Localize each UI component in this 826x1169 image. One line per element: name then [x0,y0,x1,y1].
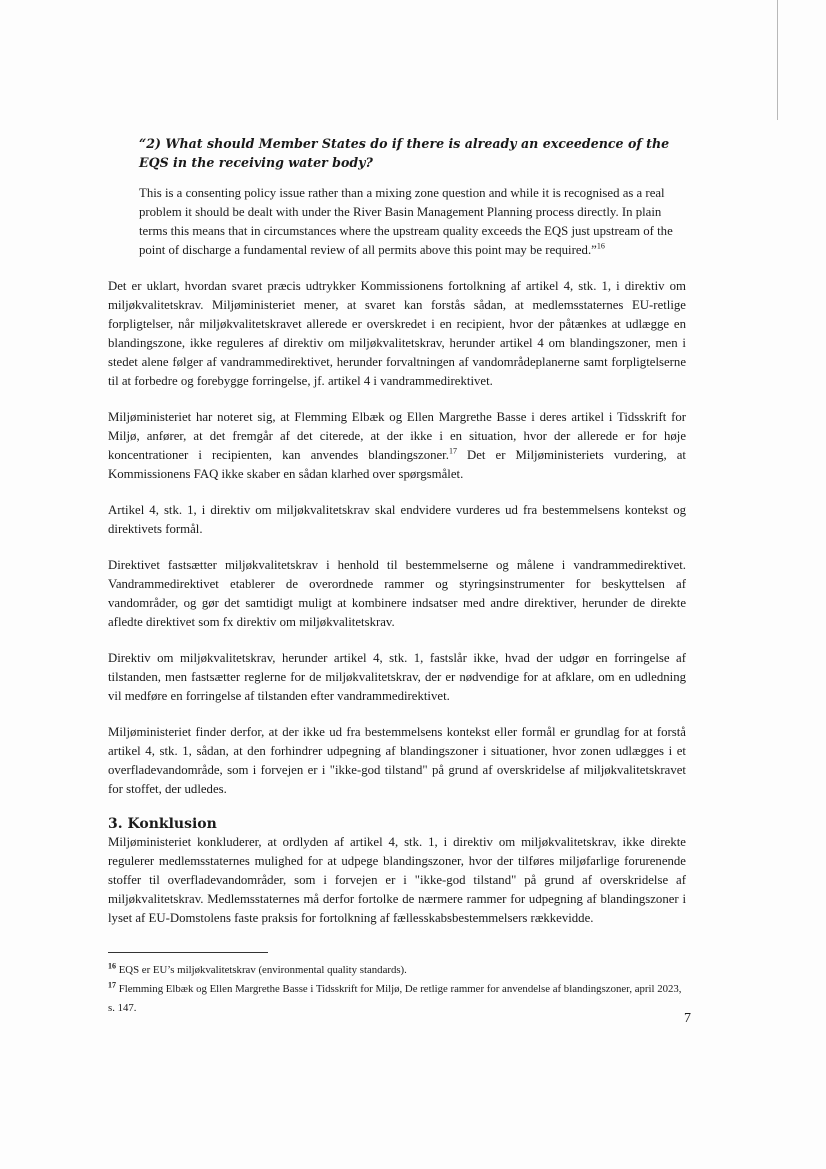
footnote-17 [108,980,686,1018]
page-number: 7 [684,1011,691,1026]
footnote-ref-16[interactable]: 16 [596,241,605,251]
footnote-ref-17[interactable]: 17 [448,446,457,456]
document-page [108,134,686,1018]
section-heading-conclusion: 3. Konklusion [108,816,217,832]
scan-edge-line [777,0,778,120]
footnote-divider [108,952,268,953]
footnote-number-17: 17 [108,980,116,990]
footnote-text-16: EQS er EU’s miljøkvalitetskrav (environmental quality standards). [118,964,407,976]
paragraph-6: Miljøministeriet finder derfor, at der ikke ud fra bestemmelsens kontekst eller formål er grundlag for at forstå artikel 4, stk. 1, sådan, at den forhindrer udpegning af blandingszoner i situationer, hvor zonen udlægges i et overfladevandområde, som i forvejen er i "ikke-god tilstand" på grund af overskridelse af miljøkvalitetskravet for stoffet, der udledes. [108,725,686,796]
paragraph-4: Direktivet fastsætter miljøkvalitetskrav i henhold til bestemmelserne og målene i vandrammedirektivet. Vandrammedirektivet etablerer de overordnede rammer og styringsinstrumenter for beskyttelsen af vandområder, og gør det samtidigt muligt at kombinere indsatser med andre direktiver, herunder de direkte afledte direktivet som fx direktiv om miljøkvalitetskrav. [108,558,686,629]
paragraph-2-part-2: Det er Miljøministeriets vurdering, at Kommissionens FAQ ikke skaber en sådan klarhed over spørgsmålet. [108,448,686,481]
footnote-16 [108,961,686,980]
quote-heading: “2) What should Member States do if there is already an exceedence of the EQS in the receiving water body? [139,136,670,170]
quote-body [139,184,682,260]
conclusion-paragraph: Miljøministeriet konkluderer, at ordlyden af artikel 4, stk. 1, i direktiv om miljøkvalitetskrav, ikke direkte regulerer medlemsstaternes mulighed for at udpege blandingszoner, hvor der tilføres miljøfarlige forurenende stoffer til overfladevandområder, som i forvejen er i "ikke-god tilstand" på grund af overskridelse af miljøkvalitetskrav. Medlemsstaternes må derfor fortolke de nærmere rammer for udpegning af blandingszoner i lyset af EU-Domstolens faste praksis for fortolkning af fællesskabsbestemmelsers rækkevidde. [108,835,686,925]
paragraph-1: Det er uklart, hvordan svaret præcis udtrykker Kommissionens fortolkning af artikel 4, stk. 1, i direktiv om miljøkvalitetskrav. Miljøministeriet mener, at svaret kan forstås sådan, at medlemsstaternes EU-retlige forpligtelser, når miljøkvalitetskravet allerede er overskredet i en recipient, hvor der påtænkes at udlægge en blandingszone, ikke reguleres af direktiv om miljøkvalitetskrav, herunder artikel 4 om blandingszoner, men i stedet alene følger af vandrammedirektivet, herunder forvaltningen af vandområdeplanerne samt forpligtelserne til at forbedre og forebygge forringelse, jf. artikel 4 i vandrammedirektivet. [108,279,686,388]
paragraph-2 [108,408,686,484]
paragraph-3: Artikel 4, stk. 1, i direktiv om miljøkvalitetskrav skal endvidere vurderes ud fra bestemmelsens kontekst og direktivets formål. [108,503,686,536]
footnote-text-17: Flemming Elbæk og Ellen Margrethe Basse i Tidsskrift for Miljø, De retlige rammer for anvendelse af blandingszoner, april 2023, s. 147. [108,983,682,1014]
paragraph-5: Direktiv om miljøkvalitetskrav, herunder artikel 4, stk. 1, fastslår ikke, hvad der udgør en forringelse af tilstanden, men fastsætter reglerne for de miljøkvalitetskrav, der er nødvendige for at afklare, om en udledning vil medføre en forringelse af tilstanden efter vandrammedirektivet. [108,651,686,703]
footnote-number-16: 16 [108,961,116,971]
block-quote [139,134,682,260]
paragraph-2-part-1: Miljøministeriet har noteret sig, at Flemming Elbæk og Ellen Margrethe Basse i deres artikel i Tidsskrift for Miljø, anfører, at det fremgår af det citerede, at der ikke i en situation, hvor der allerede er for høje koncentrationer i recipienten, kan anvendes blandingszoner. [108,410,686,462]
quote-body-text: This is a consenting policy issue rather than a mixing zone question and while it is recognised as a real problem it should be dealt with under the River Basin Management Planning process directly. In plain terms this means that in circumstances where the upstream quality exceeds the EQS just upstream of the point of discharge a fundamental review of all permits above this point may be required.” [139,186,673,257]
